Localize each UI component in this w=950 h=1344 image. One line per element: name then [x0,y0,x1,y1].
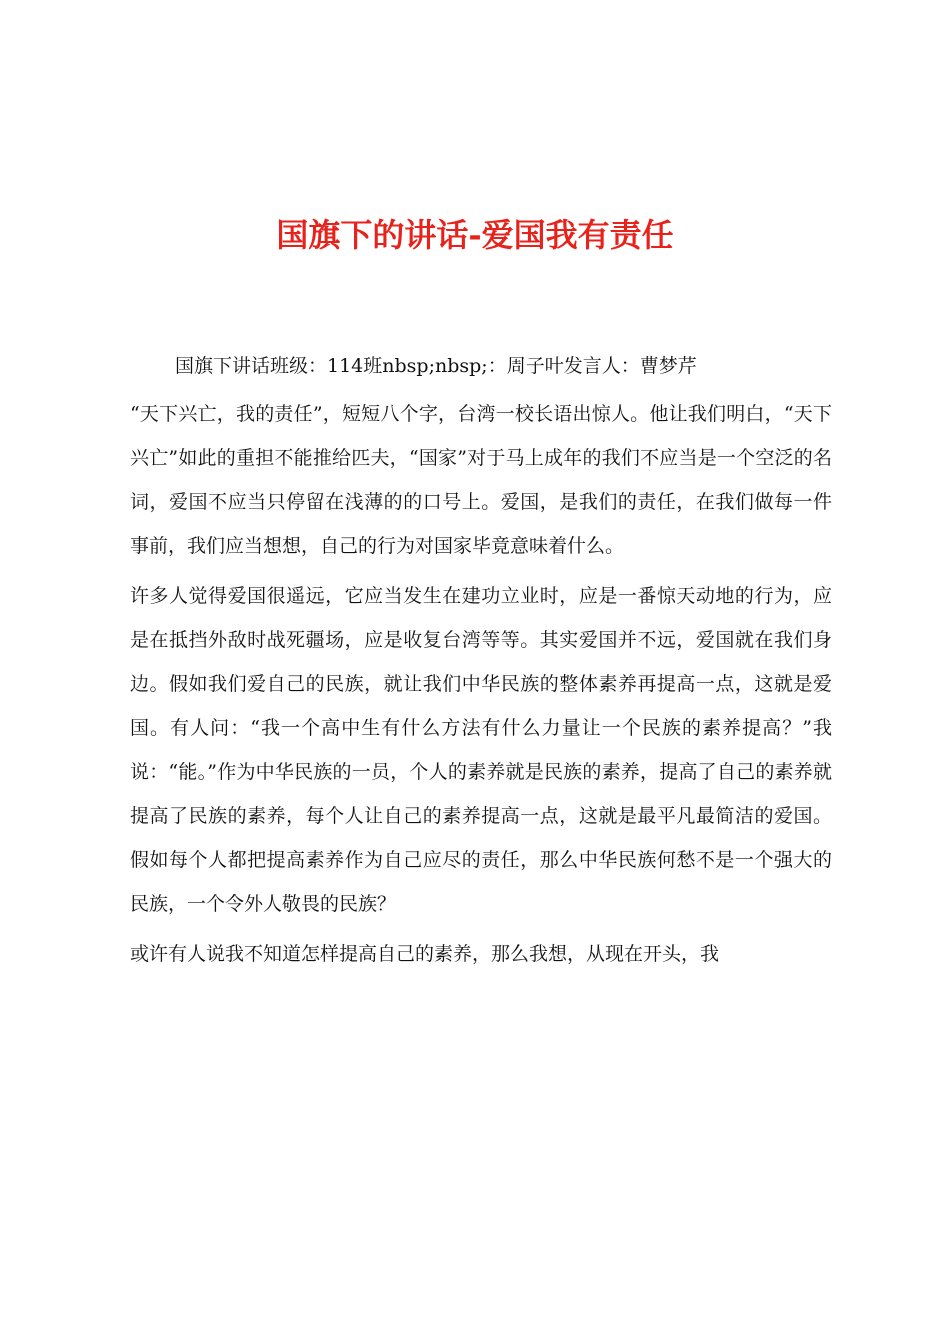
speech-meta-line: 国旗下讲话班级：114班nbsp;nbsp;：周子叶发言人：曹梦芹 [175,355,697,377]
document-body [130,346,832,976]
paragraph: “天下兴亡，我的责任”，短短八个字，台湾一校长语出惊人。他让我们明白，“天下兴亡”如此的重担不能推给匹夫，“国家”对于马上成年的我们不应当是一个空泛的名词，爱国不应当只停留在浅薄的的口号上。爱国，是我们的责任，在我们做每一件事前，我们应当想想，自己的行为对国家毕竟意味着什么。 [130,403,832,557]
paragraph: 或许有人说我不知道怎样提高自己的素养，那么我想，从现在开头，我 [130,943,720,965]
document-title: 国旗下的讲话-爱国我有责任 [276,216,674,254]
paragraph: 许多人觉得爱国很遥远，它应当发生在建功立业时，应是一番惊天动地的行为，应是在抵挡外敌时战死疆场，应是收复台湾等等。其实爱国并不远，爱国就在我们身边。假如我们爱自己的民族，就让我们中华民族的整体素养再提高一点，这就是爱国。有人问：“我一个高中生有什么方法有什么力量让一个民族的素养提高？”我说：“能。”作为中华民族的一员，个人的素养就是民族的素养，提高了自己的素养就提高了民族的素养，每个人让自己的素养提高一点，这就是最平凡最简洁的爱国。假如每个人都把提高素养作为自己应尽的责任，那么中华民族何愁不是一个强大的民族，一个令外人敬畏的民族？ [130,585,832,915]
